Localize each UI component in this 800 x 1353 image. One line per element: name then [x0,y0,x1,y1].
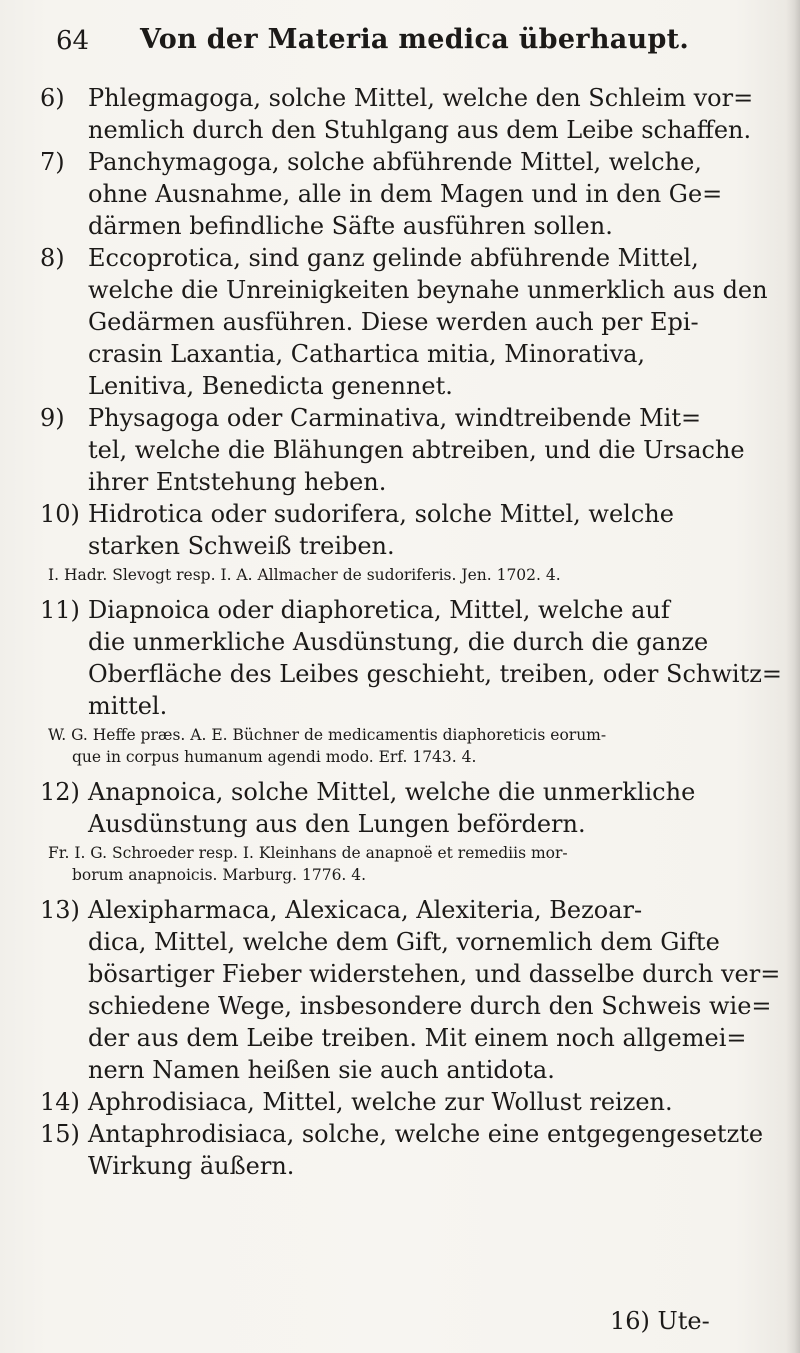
entry-number: 7) [40,148,65,176]
text-line: Lenitiva, Benedicta genennet. [88,372,453,400]
entry-text [40,82,758,146]
text-line: Antaphrodisiaca, solche, welche eine entgegengesetzte [88,1120,764,1148]
text-line: Diapnoica oder diaphoretica, Mittel, welche auf [88,596,670,624]
list-item [40,82,758,146]
reference-line: que in corpus humanum agendi modo. Erf. 1743. 4. [72,748,477,766]
page-body [40,82,782,1182]
text-line: Panchymagoga, solche abführende Mittel, welche, [88,148,702,176]
entry-text [40,894,781,1086]
entry-number: 11) [40,596,80,624]
list-item [40,1086,758,1118]
text-line: crasin Laxantia, Cathartica mitia, Minorativa, [88,340,646,368]
entry-text [40,498,758,562]
entry-number: 14) [40,1088,80,1116]
entry-number: 9) [40,404,65,432]
literature-reference [40,842,758,886]
text-line: dica, Mittel, welche dem Gift, vornemlich dem Gifte [88,928,720,956]
text-line: Anapnoica, solche Mittel, welche die unmerkliche [88,778,696,806]
text-line: starken Schweiß treiben. [88,532,395,560]
text-line: bösartiger Fieber widerstehen, und dasselbe durch ver= [88,960,781,988]
entry-number: 12) [40,778,80,806]
list-item [40,894,781,1086]
entry-text [40,242,768,402]
entry-number: 6) [40,84,65,112]
list-item [40,498,758,562]
text-line: Oberfläche des Leibes geschieht, treiben, oder Schwitz= [88,660,782,688]
reference-line: I. Hadr. Slevogt resp. I. A. Allmacher de sudoriferis. Jen. 1702. 4. [48,566,561,584]
text-line: ihrer Entstehung heben. [88,468,387,496]
entry-text [40,776,758,840]
text-line: Wirkung äußern. [88,1152,295,1180]
literature-reference [40,724,758,768]
text-line: Eccoprotica, sind ganz gelinde abführende Mittel, [88,244,699,272]
list-item [40,146,758,242]
entry-number: 8) [40,244,65,272]
literature-reference [40,564,758,586]
list-item [40,1118,764,1182]
text-line: Alexipharmaca, Alexicaca, Alexiteria, Bezoar- [88,896,643,924]
page-number: 64 [56,26,90,56]
entry-text [40,146,758,242]
catchword: 16) Ute- [610,1307,710,1335]
text-line: tel, welche die Blähungen abtreiben, und die Ursache [88,436,745,464]
entry-number: 10) [40,500,80,528]
text-line: welche die Unreinigkeiten beynahe unmerklich aus den [88,276,768,304]
text-line: Hidrotica oder sudorifera, solche Mittel, welche [88,500,674,528]
reference-line: Fr. I. G. Schroeder resp. I. Kleinhans de anapnoë et remediis mor- [48,844,568,862]
text-line: Physagoga oder Carminativa, windtreibende Mit= [88,404,702,432]
reference-line: W. G. Heffe præs. A. E. Büchner de medicamentis diaphoreticis eorum- [48,726,607,744]
entry-number: 13) [40,896,80,924]
list-item [40,776,758,840]
list-item [40,242,768,402]
text-line: schiedene Wege, insbesondere durch den Schweis wie= [88,992,772,1020]
entry-text [40,594,782,722]
text-line: Aphrodisiaca, Mittel, welche zur Wollust reizen. [88,1088,673,1116]
text-line: Gedärmen ausführen. Diese werden auch per Epi- [88,308,699,336]
entry-text [40,1118,764,1182]
page-header [56,22,756,62]
text-line: mittel. [88,692,168,720]
text-line: Ausdünstung aus den Lungen befördern. [88,810,586,838]
text-line: nemlich durch den Stuhlgang aus dem Leibe schaffen. [88,116,752,144]
text-line: därmen befindliche Säfte ausführen sollen. [88,212,613,240]
text-line: die unmerkliche Ausdünstung, die durch die ganze [88,628,709,656]
reference-line: borum anapnoicis. Marburg. 1776. 4. [72,866,367,884]
text-line: Phlegmagoga, solche Mittel, welche den Schleim vor= [88,84,754,112]
list-item [40,594,782,722]
entry-text [40,1086,758,1118]
page-edge-shadow [786,0,800,1353]
running-head: Von der Materia medica überhaupt. [140,24,690,55]
text-line: ohne Ausnahme, alle in dem Magen und in den Ge= [88,180,723,208]
text-line: nern Namen heißen sie auch antidota. [88,1056,555,1084]
text-line: der aus dem Leibe treiben. Mit einem noch allgemei= [88,1024,747,1052]
entry-text [40,402,758,498]
entry-number: 15) [40,1120,80,1148]
list-item [40,402,758,498]
